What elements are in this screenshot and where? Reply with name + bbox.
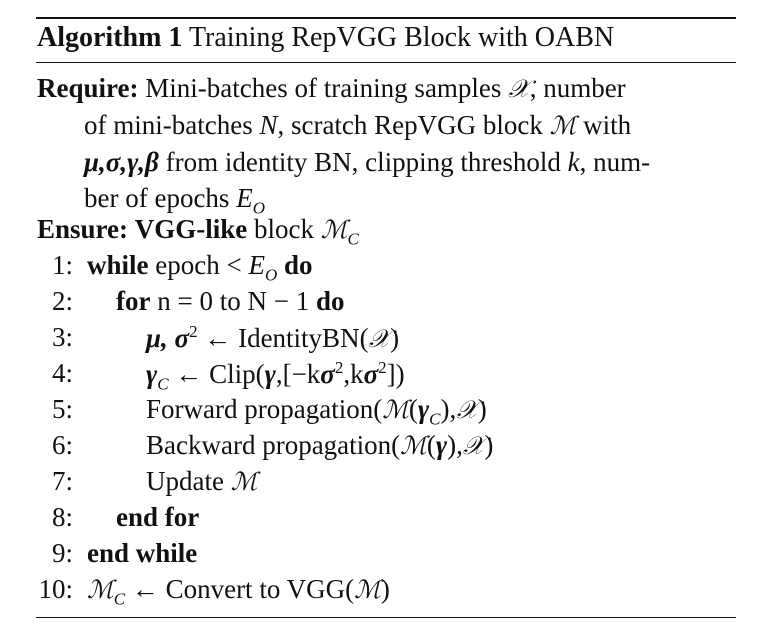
symbol-e: E [248,250,265,280]
line-number: 2: [51,286,73,316]
require-text: , number [529,73,626,103]
step-text: ← Clip( [168,359,265,389]
symbol-e-sub: O [252,198,265,218]
symbol-sigma: σ [363,359,379,389]
require-line-3 [37,144,737,180]
line-number: 3: [51,322,73,352]
symbol-gamma: γ [146,359,158,389]
symbol-e-sub: O [264,265,278,285]
step-text: ( [408,394,418,424]
ensure-text: block [247,214,321,244]
keyword: do [309,286,345,316]
step-text: ,[−k [275,359,321,389]
require-text: ber of epochs [84,183,237,213]
line-number: 8: [51,502,73,532]
bn-symbols: μ, σ [146,323,190,353]
require-text: with [576,110,632,140]
line-number: 10: [38,574,73,604]
symbol-gamma: γ [264,359,276,389]
line-number: 4: [51,358,73,388]
symbol-x: 𝒳 [368,324,391,353]
step-text: ) [477,394,487,424]
bn-params: μ,σ,γ,β [84,147,159,177]
step-text: ) [390,323,400,353]
line-number: 5: [51,394,73,424]
step-text: ( [426,430,436,460]
keyword: for [116,286,151,316]
symbol-x: 𝒳 [456,395,478,424]
require-text: of mini-batches [84,110,260,140]
require-block [37,70,737,226]
step-text: ,k [343,359,364,389]
step-text: ← Convert to VGG( [125,574,355,604]
line-number: 7: [51,466,73,496]
keyword: while [87,250,149,280]
step-text: epoch < [148,250,249,280]
keyword: end while [87,538,198,568]
symbol-x: 𝒳 [508,74,530,103]
symbol-m: ℳ [230,467,258,496]
symbol-m: ℳ [354,575,381,604]
require-text: , num- [579,147,651,177]
line-number: 1: [51,250,73,280]
ensure-line [37,214,359,249]
step-text: Backward propagation( [146,430,401,460]
require-text: Mini-batches of training samples [145,73,509,103]
step-text: ), [440,394,457,424]
symbol-m: ℳ [549,111,577,140]
step-text: ← IdentityBN( [197,323,369,353]
superscript: 2 [189,322,198,341]
subscript: C [157,374,169,394]
line-number: 6: [51,430,73,460]
require-text: , scratch RepVGG block [277,110,550,140]
symbol-n: N [259,110,278,140]
step-text: ), [447,430,463,460]
step-text: Update [146,466,231,496]
subscript: C [429,409,441,429]
require-line-2 [37,107,737,144]
ensure-keyword: Ensure: [37,214,129,244]
step-text: n = 0 to N − 1 [150,286,310,316]
symbol-e: E [236,183,253,213]
symbol-m: ℳ [87,575,114,604]
step-text: ) [484,430,494,460]
symbol-x: 𝒳 [462,431,485,460]
symbol-gamma: γ [435,430,448,460]
superscript: 2 [334,358,344,377]
algorithm-label: Algorithm 1 [37,22,183,53]
subscript: C [113,589,126,609]
keyword: do [277,250,313,280]
algorithm-title [37,22,614,54]
line-number: 9: [51,538,73,568]
symbol-m: ℳ [382,395,409,424]
symbol-m: ℳ [400,431,427,460]
step-text: ) [380,574,390,604]
ensure-bold-text: VGG-like [134,214,248,244]
step-text: Forward propagation( [146,394,383,424]
bottom-rule [36,617,736,618]
top-rule [36,17,736,19]
algorithm-name: Training RepVGG Block with OABN [188,22,615,53]
require-text: from identity BN, clipping threshold [158,147,568,177]
symbol-gamma: γ [417,394,430,424]
superscript: 2 [378,358,387,377]
symbol-sigma: σ [320,359,335,389]
symbol-m: ℳ [320,215,348,244]
step-text: ]) [386,359,405,389]
title-rule [36,62,736,63]
symbol-k: k [567,147,580,177]
require-line-1 [37,70,737,107]
keyword: end for [116,502,200,532]
require-keyword: Require: [37,73,139,103]
symbol-m-sub: C [347,229,359,249]
